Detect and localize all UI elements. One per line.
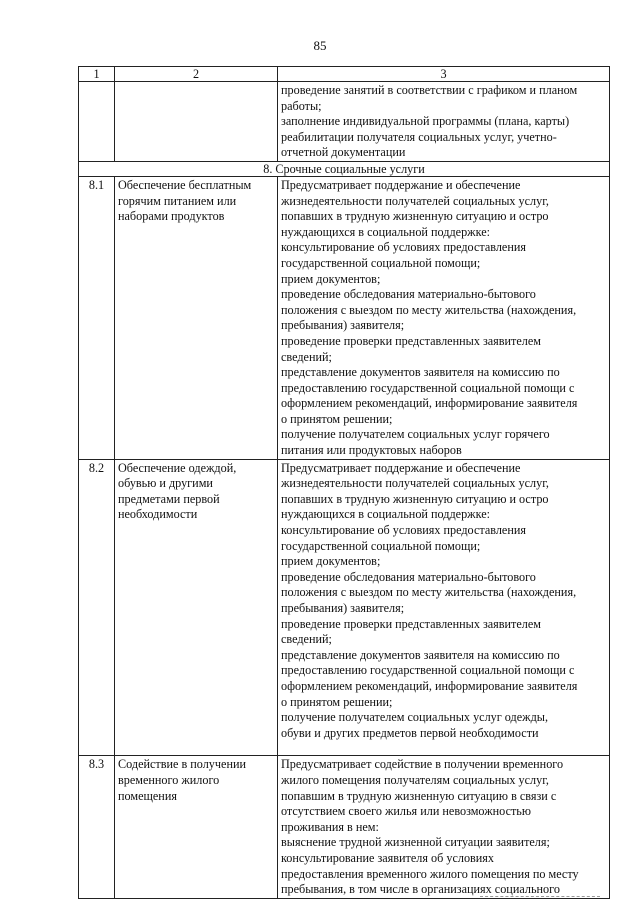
header-col-1: 1 bbox=[79, 67, 115, 82]
page-number: 85 bbox=[313, 38, 327, 53]
service-description: Предусматривает поддержание и обеспечение жизнедеятельности получателей социальных услуг, попавших в трудную жизненную ситуацию и остро нуждающихся в социальной поддержке: консультирование об условиях предоставления государственной социальной помощи; прием документов; проведение обследования материально-бытового положения с выездом по месту жительства (нахождения, пребывания) заявителя; проведение проверки представленных заявителем сведений; представление документов заявителя на комиссию по предоставлению государственной социальной помощи с оформлением рекомендаций, информирование заявителя о принятом решении; получение получателем социальных услуг одежды, обуви и других предметов первой необходимости bbox=[278, 459, 610, 756]
service-name: Содействие в получении временного жилого помещения bbox=[115, 756, 278, 898]
row-number: 8.3 bbox=[79, 756, 115, 898]
service-description: Предусматривает содействие в получении временного жилого помещения получателям социальных услуг, попавшим в трудную жизненную ситуацию в связи с отсутствием своего жилья или невозможностью проживания в нем: выяснение трудной жизненной ситуации заявителя; консультирование заявителя об условиях предоставления временного жилого помещения по месту пребывания, в том числе в организациях социального bbox=[278, 756, 610, 898]
row-number: 8.2 bbox=[79, 459, 115, 756]
header-col-2: 2 bbox=[115, 67, 278, 82]
row-number: 8.1 bbox=[79, 176, 115, 459]
service-name: Обеспечение одеждой, обувью и другими предметами первой необходимости bbox=[115, 459, 278, 756]
table-row bbox=[79, 176, 610, 459]
continuation-row bbox=[79, 82, 610, 162]
header-col-3: 3 bbox=[278, 67, 610, 82]
section-row bbox=[79, 161, 610, 176]
table-row bbox=[79, 756, 610, 898]
service-name: Обеспечение бесплатным горячим питанием или наборами продуктов bbox=[115, 176, 278, 459]
scan-artifact bbox=[480, 896, 600, 899]
table-header-row bbox=[79, 67, 610, 82]
service-description: Предусматривает поддержание и обеспечение жизнедеятельности получателей социальных услуг, попавших в трудную жизненную ситуацию и остро нуждающихся в социальной поддержке: консультирование об условиях предоставления государственной социальной помощи; прием документов; проведение обследования материально-бытового положения с выездом по месту жительства (нахождения, пребывания) заявителя; проведение проверки представленных заявителем сведений; представление документов заявителя на комиссию по предоставлению государственной социальной помощи с оформлением рекомендаций, информирование заявителя о принятом решении; получение получателем социальных услуг горячего питания или продуктовых наборов bbox=[278, 176, 610, 459]
continuation-description: проведение занятий в соответствии с графиком и планом работы; заполнение индивидуальной программы (плана, карты) реабилитации получателя социальных услуг, учетно- отчетной документации bbox=[278, 82, 610, 162]
table-row bbox=[79, 459, 610, 756]
section-title: 8. Срочные социальные услуги bbox=[79, 161, 610, 176]
services-table bbox=[78, 66, 610, 899]
